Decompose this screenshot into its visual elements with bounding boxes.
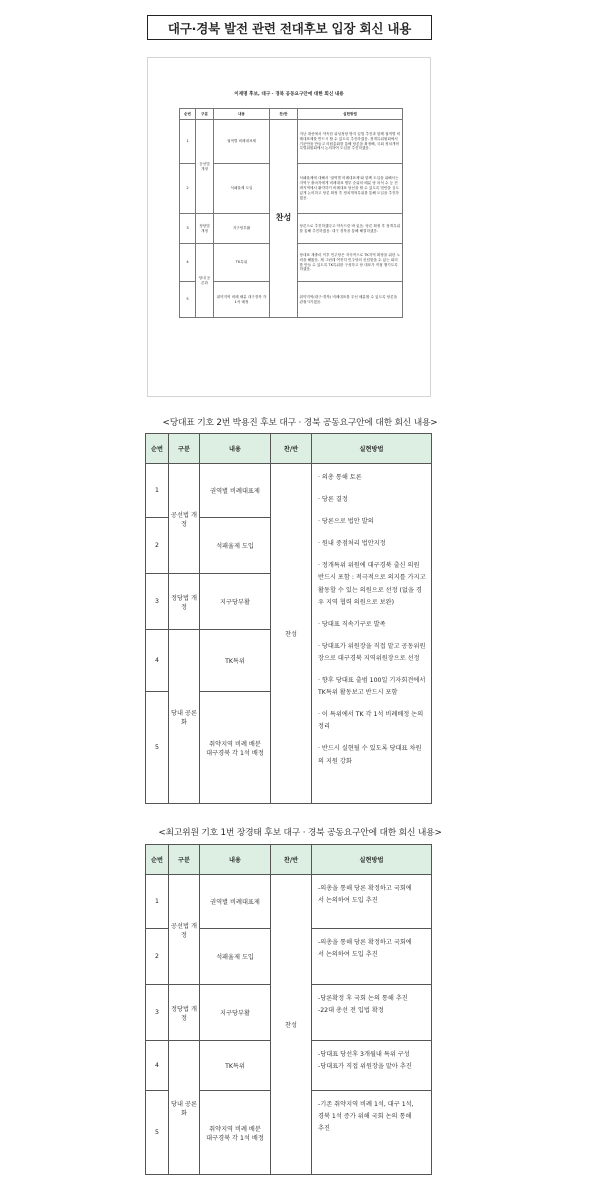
scan-row-no: 5 bbox=[180, 282, 196, 318]
row-content: 석패율제 도입 bbox=[200, 518, 271, 574]
header-content: 내용 bbox=[200, 434, 271, 464]
row-no: 3 bbox=[146, 985, 169, 1041]
scan-row-content: 취약지역 비례 배분 대구경북 각 1석 배정 bbox=[214, 282, 270, 318]
row-content: 석패율제 도입 bbox=[200, 929, 271, 985]
row-category: 공선법 개정 bbox=[169, 464, 200, 574]
scan-row-category: 정당법 개정 bbox=[196, 214, 214, 244]
method-item: · 이 특위에서 TK 각 1석 비례배정 논의 정리 bbox=[318, 711, 424, 731]
row-no: 2 bbox=[146, 518, 169, 574]
methods-cell bbox=[312, 464, 432, 804]
method-line: -22대 총선 전 입법 확정 bbox=[318, 1007, 384, 1015]
header-method: 실현방법 bbox=[312, 434, 432, 464]
row-content-line: 취약지역 비례 배분 bbox=[209, 1125, 261, 1133]
stance-cell: 찬성 bbox=[271, 875, 312, 1175]
row-content bbox=[200, 1091, 271, 1175]
scan-table bbox=[179, 108, 403, 318]
method-line: -당대표 당선후 3개월내 특위 구성 bbox=[318, 1051, 410, 1058]
scanned-document bbox=[147, 57, 431, 397]
method-cell bbox=[312, 985, 432, 1041]
header-method: 실현방법 bbox=[312, 845, 432, 875]
scan-row-method: 당론으로 추진하겠다고 약속드린 바 있음. 당론 확정 후 정개특위를 통해 추진하겠음. 대구 경북을 통해 해결하겠음. bbox=[298, 214, 403, 244]
header-category: 구분 bbox=[169, 845, 200, 875]
scan-title: 이재명 후보, 대구 · 경북 공동요구안에 대한 회신 내용 bbox=[234, 92, 344, 97]
method-line: -의총을 통해 당론 확정하고 국회에 bbox=[318, 939, 412, 946]
row-no: 5 bbox=[146, 1091, 169, 1175]
scan-row-no: 3 bbox=[180, 214, 196, 244]
header-no: 순번 bbox=[146, 845, 169, 875]
row-category: 당내 공론화 bbox=[169, 1041, 200, 1175]
row-content-line: 대구경북 각 1석 배정 bbox=[206, 749, 264, 757]
row-content bbox=[200, 692, 271, 804]
method-item: · 당론으로 법안 발의 bbox=[318, 518, 374, 526]
method-line: -당대표가 직접 위원장을 맡아 추진 bbox=[318, 1063, 412, 1071]
header-stance: 찬/반 bbox=[271, 845, 312, 875]
header-no: 순번 bbox=[146, 434, 169, 464]
row-no: 2 bbox=[146, 929, 169, 985]
row-content: 지구당부활 bbox=[200, 985, 271, 1041]
row-category: 정당법 개정 bbox=[169, 574, 200, 630]
method-line: 서 논의하여 도입 추진 bbox=[318, 951, 378, 959]
method-line: 추진 bbox=[318, 1125, 330, 1133]
method-cell bbox=[312, 929, 432, 985]
row-content: 지구당부활 bbox=[200, 574, 271, 630]
method-item: · 반드시 실현될 수 있도록 당대표 차원의 지원 강화 bbox=[318, 745, 422, 765]
scan-row-content: 석패율제 도입 bbox=[214, 164, 270, 214]
method-item: · 원내 중점처리 법안지정 bbox=[318, 540, 386, 548]
scan-row-method: 석패율제에 대해서 '권역별 비례대표제'와 함께 도입을 위해서는 지역구 출마자에게 비례대표 명부 순위의 배분 당 의석 수 등 전략지역에서 활약하기 비례대표 당선을 할 수 있도록 법안을 심도 있게 논의하고 당론 확정 후 정치개혁특위를 통해 도입을 추진하겠음. bbox=[298, 164, 403, 214]
method-cell bbox=[312, 875, 432, 929]
method-item: · 당대표 직속기구로 발족 bbox=[318, 620, 386, 628]
scan-row-method: 지난 대선에서 약속한 위성정당 방지 입법 추진과 함께 권역별 비례대표제를 반드시 할 수 있도록 추진하겠음. 정개특위원회에서 기준안을 만들고 의원총회를 통해 당론을 확정해, 국회 정치개혁특별위원회에서 논의하여 도입을 추진하겠음. bbox=[298, 120, 403, 164]
row-no: 1 bbox=[146, 464, 169, 518]
row-category: 공선법 개정 bbox=[169, 875, 200, 985]
row-content: TK특위 bbox=[200, 630, 271, 692]
scan-header-stance: 찬/반 bbox=[270, 109, 298, 120]
scan-row-no: 1 bbox=[180, 120, 196, 164]
header-content: 내용 bbox=[200, 845, 271, 875]
scan-row-method: 당대표 재출마 이후 민주당은 지속적으로 TK지역 확장을 위한 노력을 해왔음. 제 그런데 여전히 민주당의 신념함을 수 있는 회의를 만들 수 있도록 TK특위를 구성하고 당 대표가 직접 챙기도록 하겠음. bbox=[298, 244, 403, 282]
scan-row-no: 4 bbox=[180, 244, 196, 282]
scan-stance: 찬성 bbox=[270, 120, 298, 318]
row-category: 정당법 개정 bbox=[169, 985, 200, 1041]
scan-header-no: 순번 bbox=[180, 109, 196, 120]
scan-row-no: 2 bbox=[180, 164, 196, 214]
row-content: TK특위 bbox=[200, 1041, 271, 1091]
scan-row-content: 권역별 비례대표제 bbox=[214, 120, 270, 164]
method-item: · 의총 통해 토론 bbox=[318, 474, 362, 481]
method-item: · 당론 결정 bbox=[318, 496, 348, 504]
method-line: -의총을 통해 당론 확정하고 국회에 bbox=[318, 885, 412, 892]
header-category: 구분 bbox=[169, 434, 200, 464]
row-no: 3 bbox=[146, 574, 169, 630]
method-item: · 정개특위 위원에 대구경북 출신 의원 반드시 포함 : 적극적으로 의지를 가지고 활동할 수 있는 의원으로 선정 (없을 경우 지역 협력 의원으로 보완) bbox=[318, 562, 426, 606]
method-item: · 향후 당대표 출범 100일 기자회견에서 TK특위 활동보고 반드시 포함 bbox=[318, 677, 426, 697]
section3-title: <최고위원 기호 1번 장경태 후보 대구 · 경북 공동요구안에 대한 회신 내용> bbox=[158, 828, 442, 838]
method-line: -당론확정 후 국회 논의 통해 추진 bbox=[318, 995, 408, 1002]
row-no: 5 bbox=[146, 692, 169, 804]
scan-row-category: 공선법 개정 bbox=[196, 120, 214, 214]
section2-title: <당대표 기호 2번 박용진 후보 대구 · 경북 공동요구안에 대한 회신 내용> bbox=[162, 418, 438, 428]
method-line: -기존 취약지역 비례 1석, 대구 1석, bbox=[318, 1101, 414, 1108]
scan-row-method: 취약지역(대구·경북) 비례대표를 우선 배분할 수 있도록 당론을 관철시키겠음. bbox=[298, 282, 403, 318]
header-stance: 찬/반 bbox=[271, 434, 312, 464]
row-no: 4 bbox=[146, 1041, 169, 1091]
row-content: 권역별 비례대표제 bbox=[200, 464, 271, 518]
scan-header-content: 내용 bbox=[214, 109, 270, 120]
row-no: 4 bbox=[146, 630, 169, 692]
stance-cell: 찬성 bbox=[271, 464, 312, 804]
row-content-line: 취약지역 비례 배분 bbox=[209, 740, 261, 748]
method-cell bbox=[312, 1041, 432, 1091]
scan-row-category: 당내 공론화 bbox=[196, 244, 214, 318]
page-title: 대구·경북 발전 관련 전대후보 입장 회신 내용 bbox=[147, 15, 432, 40]
method-line: 서 논의하여 도입 추진 bbox=[318, 897, 378, 905]
row-category: 당내 공론화 bbox=[169, 630, 200, 804]
method-line: 경북 1석 증가 위해 국회 논의 통해 bbox=[318, 1113, 412, 1121]
scan-header-category: 구분 bbox=[196, 109, 214, 120]
section2-table bbox=[145, 433, 432, 804]
scan-header-method: 실현방법 bbox=[298, 109, 403, 120]
method-item: · 당대표가 위원장을 직접 맡고 공동위원장으로 대구경북 지역위원장으로 선정 bbox=[318, 642, 426, 662]
scan-row-content: TK특위 bbox=[214, 244, 270, 282]
scan-row-content: 지구당부활 bbox=[214, 214, 270, 244]
method-cell bbox=[312, 1091, 432, 1175]
section3-table bbox=[145, 844, 432, 1175]
row-content-line: 대구경북 각 1석 배정 bbox=[206, 1134, 264, 1142]
row-content: 권역별 비례대표제 bbox=[200, 875, 271, 929]
row-no: 1 bbox=[146, 875, 169, 929]
